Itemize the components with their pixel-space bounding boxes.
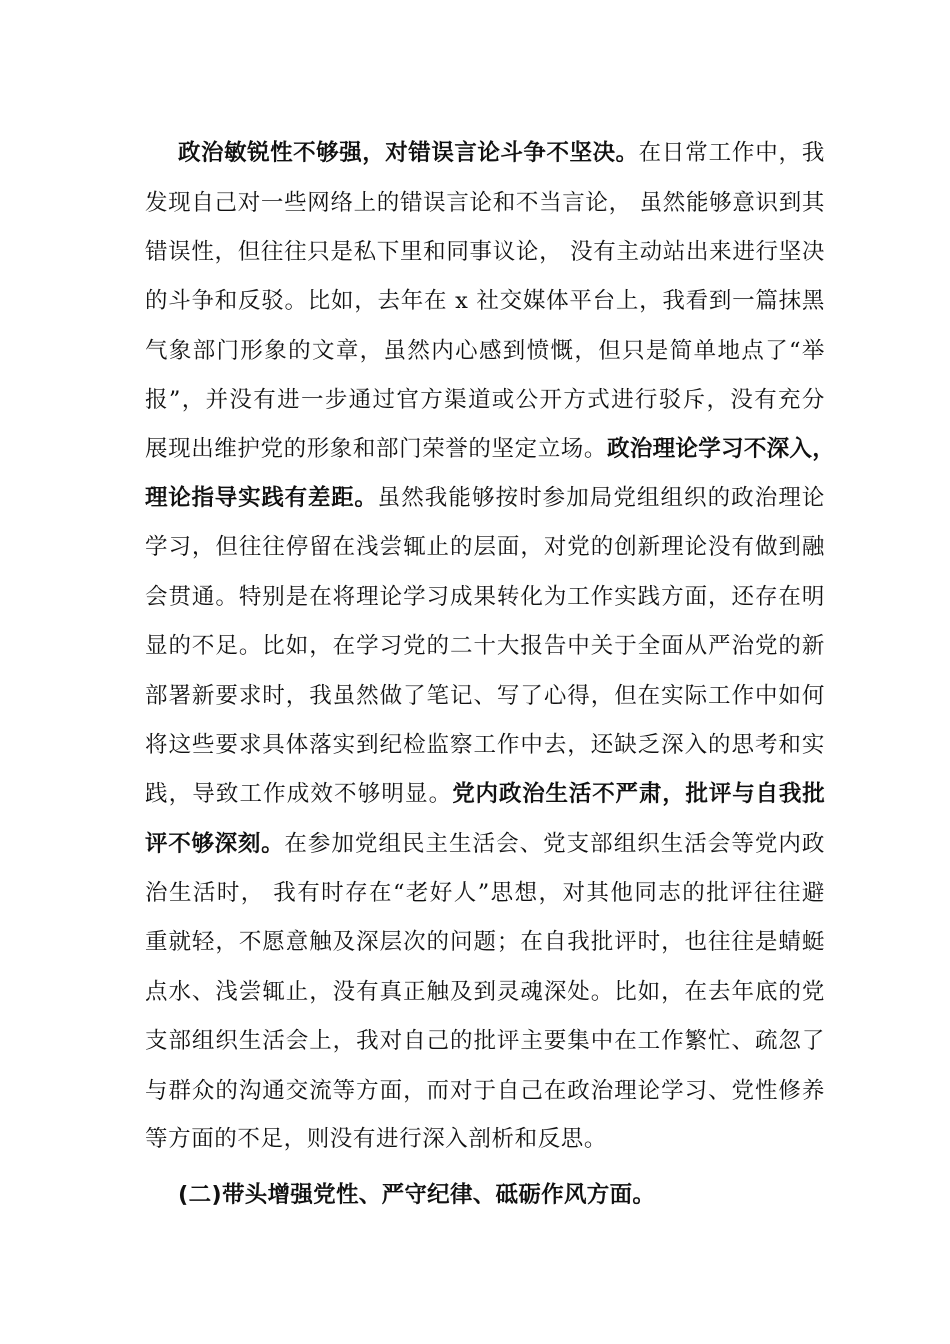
paragraph-line bbox=[145, 483, 825, 513]
paragraph-line bbox=[145, 336, 825, 366]
paragraph-line bbox=[145, 434, 836, 464]
paragraph-line bbox=[145, 582, 825, 612]
paragraph-line bbox=[145, 829, 825, 859]
paragraph-line bbox=[145, 1124, 825, 1154]
text-run: 的斗争和反驳。比如，去年在 x 社交媒体平台上，我看到一篇抹黑 bbox=[145, 288, 825, 314]
paragraph-line bbox=[145, 1076, 825, 1106]
text-run: 将这些要求具体落实到纪检监察工作中去，还缺乏深入的思考和实 bbox=[145, 732, 825, 758]
paragraph-line bbox=[145, 286, 825, 316]
text-run: 等方面的不足，则没有进行深入剖析和反思。 bbox=[145, 1126, 608, 1152]
text-run: 践，导致工作成效不够明显。 bbox=[145, 781, 453, 807]
text-run: 会贯通。特别是在将理论学习成果转化为工作实践方面，还存在明 bbox=[145, 584, 825, 610]
text-run: 与群众的沟通交流等方面，而对于自己在政治理论学习、党性修养 bbox=[145, 1078, 825, 1104]
paragraph-line bbox=[145, 878, 825, 908]
text-run: 错误性，但往往只是私下里和同事议论， 没有主动站出来进行坚决 bbox=[145, 239, 825, 265]
text-run: 学习，但往往停留在浅尝辄止的层面，对党的创新理论没有做到融 bbox=[145, 534, 825, 560]
text-run: 在参加党组民主生活会、党支部组织生活会等党内政 bbox=[284, 831, 825, 857]
text-run: 部署新要求时，我虽然做了笔记、写了心得，但在实际工作中如何 bbox=[145, 683, 825, 709]
section-heading: (二)带头增强党性、严守纪律、砥砺作风方面。 bbox=[178, 1182, 656, 1208]
paragraph-line bbox=[145, 631, 825, 661]
text-run: 发现自己对一些网络上的错误言论和不当言论， 虽然能够意识到其 bbox=[145, 190, 825, 216]
paragraph-line bbox=[145, 779, 825, 809]
paragraph-line bbox=[145, 1026, 825, 1056]
paragraph-line bbox=[145, 188, 825, 218]
paragraph-line bbox=[145, 927, 825, 957]
text-run: 气象部门形象的文章，虽然内心感到愤慨，但只是简单地点了“举 bbox=[145, 338, 825, 364]
bold-run: 党内政治生活不严肃，批评与自我批 bbox=[452, 781, 825, 807]
paragraph-line bbox=[145, 977, 825, 1007]
bold-run: 政治敏锐性不够强，对错误言论斗争不坚决。 bbox=[178, 140, 639, 166]
paragraph-line bbox=[145, 730, 825, 760]
text-run: 重就轻，不愿意触及深层次的问题；在自我批评时，也往往是蜻蜓 bbox=[145, 929, 825, 955]
text-run: 在日常工作中，我 bbox=[638, 140, 825, 166]
paragraph-line bbox=[145, 385, 825, 415]
text-run: 虽然我能够按时参加局党组组织的政治理论 bbox=[377, 485, 825, 511]
paragraph-line bbox=[145, 681, 825, 711]
paragraph-line bbox=[145, 532, 825, 562]
text-run: 治生活时， 我有时存在“老好人”思想，对其他同志的批评往往避 bbox=[145, 880, 825, 906]
text-run: 支部组织生活会上，我对自己的批评主要集中在工作繁忙、疏忽了 bbox=[145, 1028, 825, 1054]
text-run: 显的不足。比如，在学习党的二十大报告中关于全面从严治党的新 bbox=[145, 633, 825, 659]
paragraph-line bbox=[145, 237, 825, 267]
text-run: 点水、浅尝辄止，没有真正触及到灵魂深处。比如，在去年底的党 bbox=[145, 979, 825, 1005]
text-run: 展现出维护党的形象和部门荣誉的坚定立场。 bbox=[145, 436, 608, 462]
text-run: 报”，并没有进一步通过官方渠道或公开方式进行驳斥，没有充分 bbox=[145, 387, 825, 413]
bold-run: 政治理论学习不深入， bbox=[607, 436, 836, 462]
paragraph-line bbox=[178, 138, 825, 168]
bold-run: 理论指导实践有差距。 bbox=[145, 485, 378, 511]
bold-run: 评不够深刻。 bbox=[145, 831, 285, 857]
